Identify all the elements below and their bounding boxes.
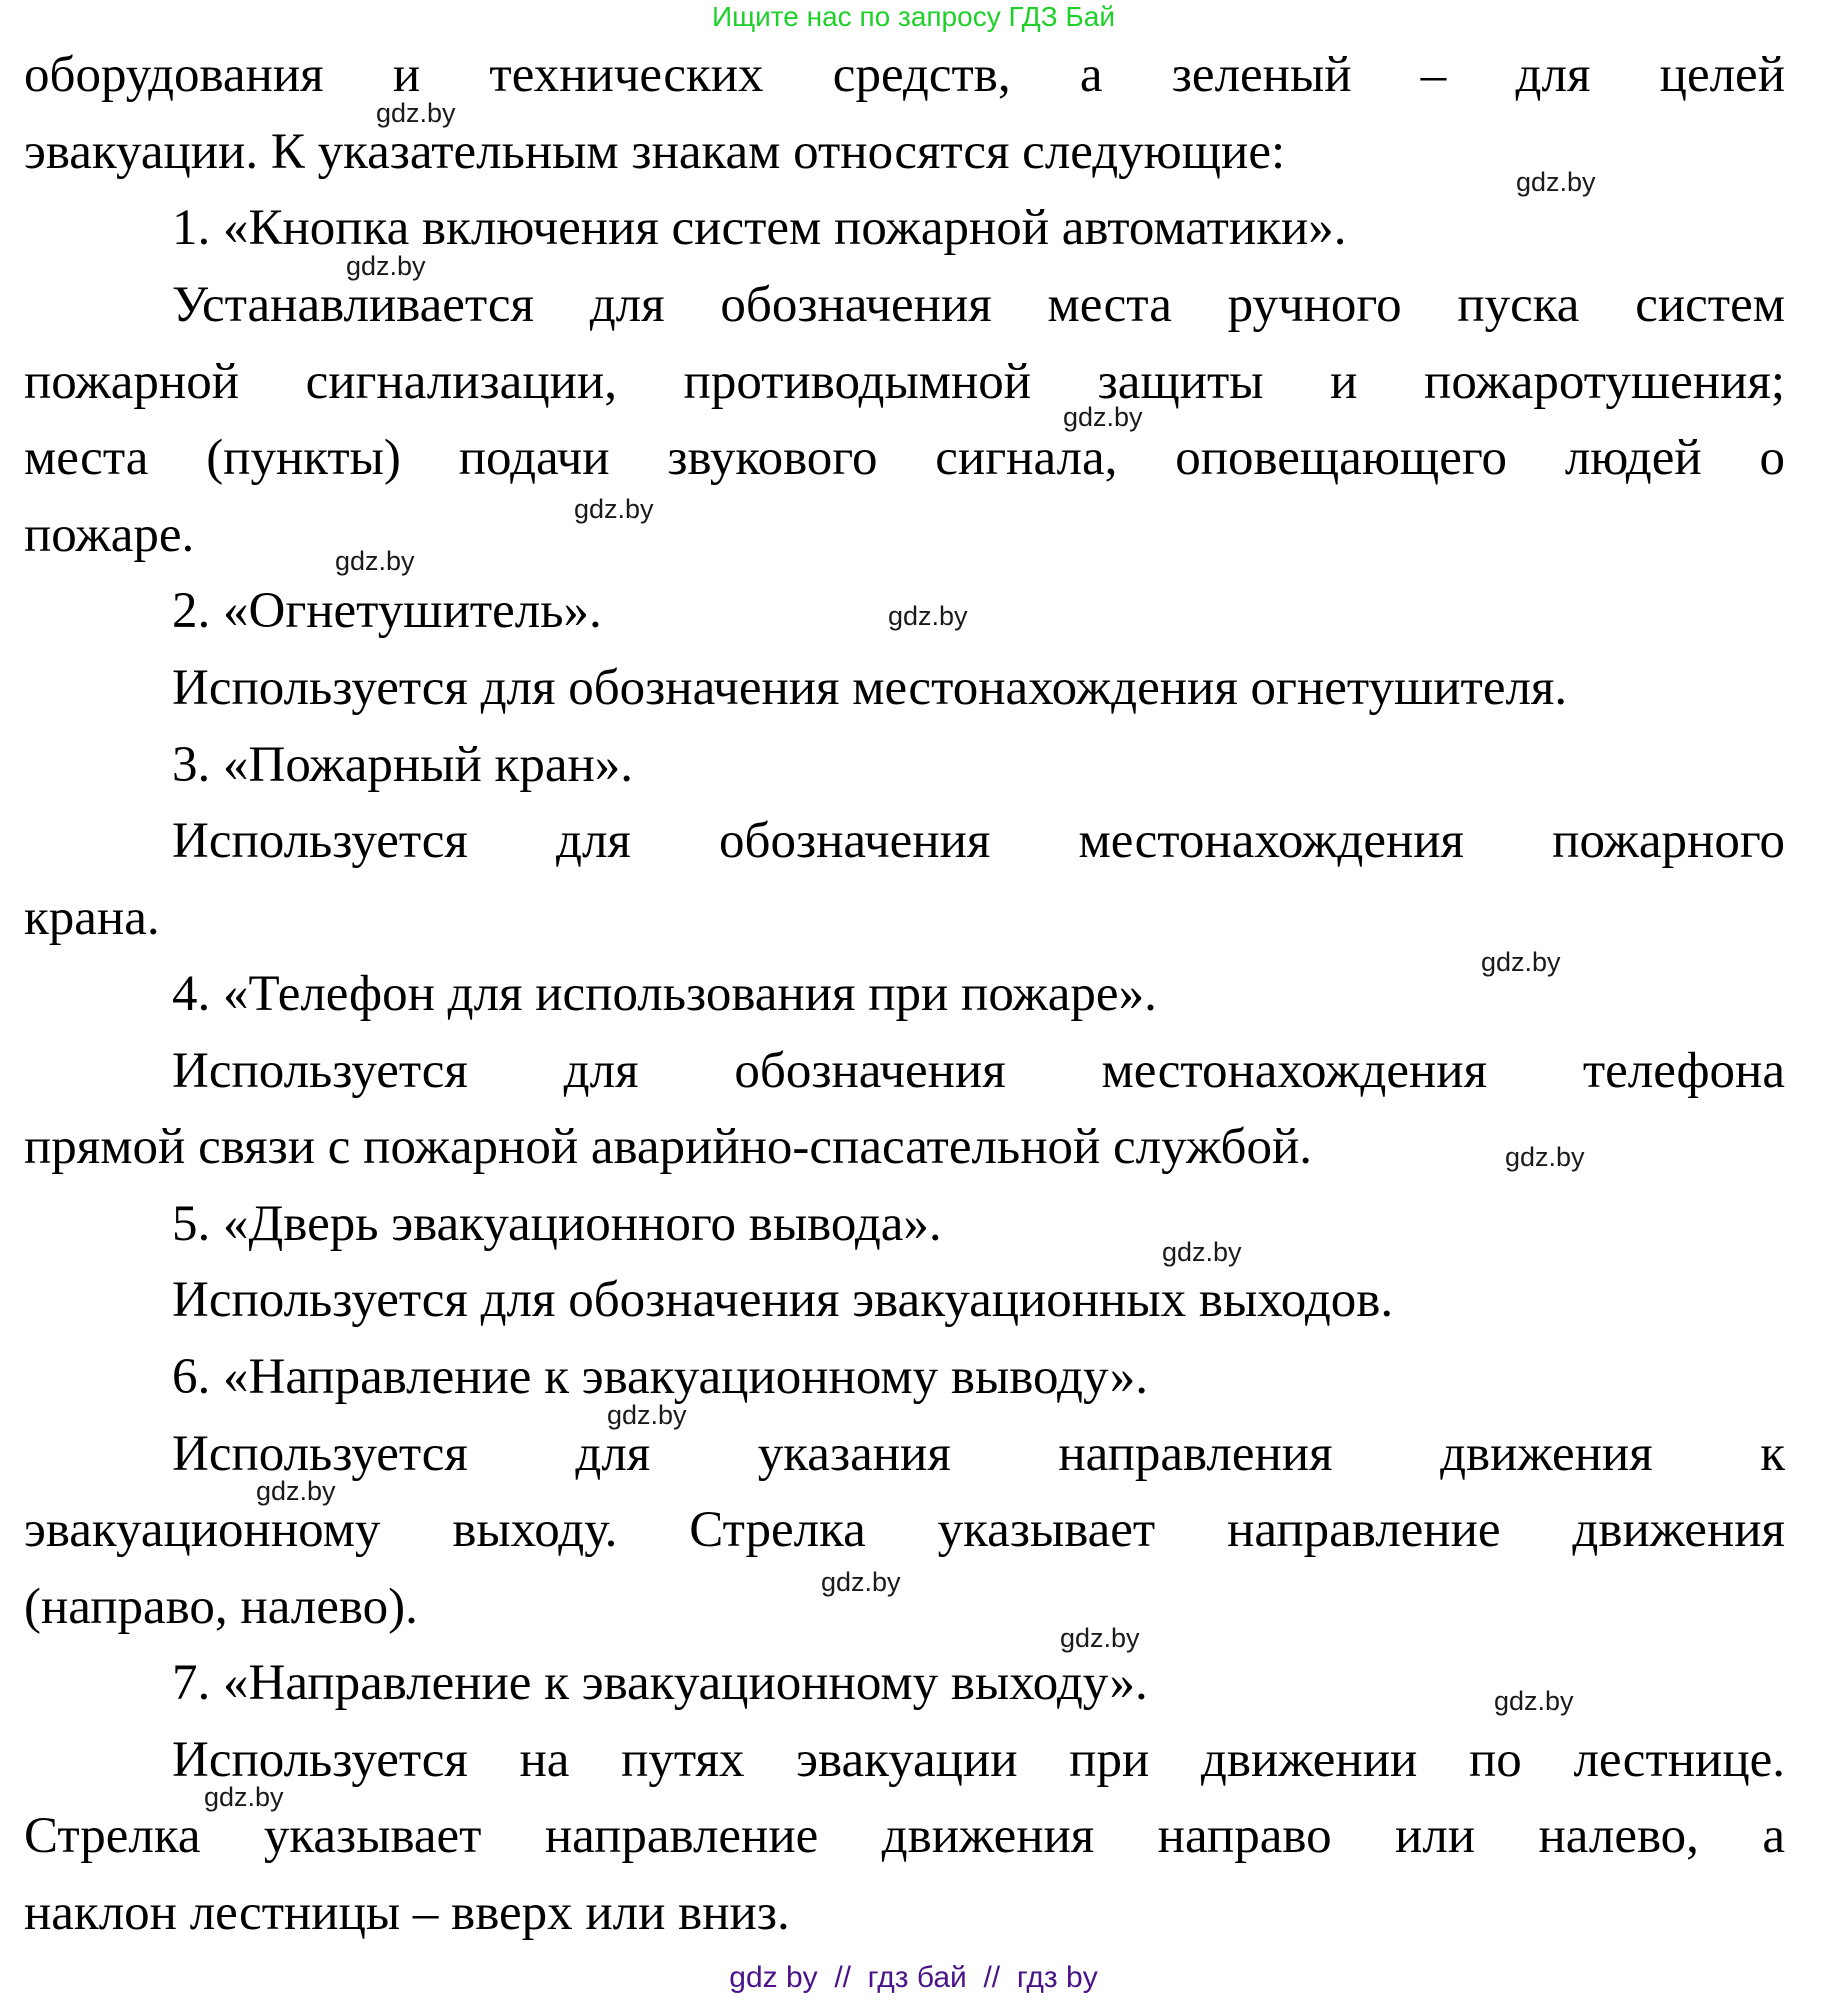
list-item-title: 3. «Пожарный кран». xyxy=(172,737,633,793)
site-footer-links: gdz by // гдз бай // гдз by xyxy=(729,1961,1098,1994)
watermark: gdz.by xyxy=(1060,1623,1140,1653)
text-line: наклон лестницы – вверх или вниз. xyxy=(24,1885,790,1941)
watermark: gdz.by xyxy=(204,1782,284,1812)
list-item-title: 5. «Дверь эвакуационного вывода». xyxy=(172,1196,942,1252)
text-line: Используется для обозначения местонахождения огнетушителя. xyxy=(172,660,1568,716)
text-line: эвакуации. К указательным знакам относятся следующие: xyxy=(24,124,1286,180)
text-line: пожаре. xyxy=(24,507,195,563)
watermark: gdz.by xyxy=(376,98,456,128)
text-line: оборудования и технических средств, а зеленый – для целей xyxy=(24,47,1785,103)
watermark: gdz.by xyxy=(574,494,654,524)
watermark: gdz.by xyxy=(1481,947,1561,977)
text-line: Устанавливается для обозначения места ручного пуска систем xyxy=(172,277,1785,333)
watermark: gdz.by xyxy=(1494,1686,1574,1716)
watermark: gdz.by xyxy=(346,251,426,281)
list-item-title: 1. «Кнопка включения систем пожарной автоматики». xyxy=(172,200,1347,256)
text-line: Используется для обозначения эвакуационных выходов. xyxy=(172,1272,1394,1328)
text-line: Используется для указания направления движения к xyxy=(172,1426,1785,1482)
text-line: места (пункты) подачи звукового сигнала, оповещающего людей о xyxy=(24,430,1785,486)
text-line: Используется для обозначения местонахождения телефона xyxy=(172,1043,1785,1099)
search-hint-banner: Ищите нас по запросу ГДЗ Бай xyxy=(711,1,1116,32)
list-item-title: 4. «Телефон для использования при пожаре». xyxy=(172,966,1157,1022)
watermark: gdz.by xyxy=(256,1476,336,1506)
list-item-title: 7. «Направление к эвакуационному выходу». xyxy=(172,1655,1148,1711)
watermark: gdz.by xyxy=(1505,1142,1585,1172)
text-line: пожарной сигнализации, противодымной защиты и пожаротушения; xyxy=(24,354,1785,410)
watermark: gdz.by xyxy=(335,546,415,576)
watermark: gdz.by xyxy=(888,601,968,631)
list-item-title: 6. «Направление к эвакуационному выводу». xyxy=(172,1349,1148,1405)
text-line: крана. xyxy=(24,890,160,946)
watermark: gdz.by xyxy=(1516,167,1596,197)
text-line: (направо, налево). xyxy=(24,1579,418,1635)
text-line: эвакуационному выходу. Стрелка указывает направление движения xyxy=(24,1502,1785,1558)
list-item-title: 2. «Огнетушитель». xyxy=(172,583,602,639)
watermark: gdz.by xyxy=(607,1400,687,1430)
text-line: Используется на путях эвакуации при движении по лестнице. xyxy=(172,1732,1785,1788)
watermark: gdz.by xyxy=(821,1567,901,1597)
watermark: gdz.by xyxy=(1063,402,1143,432)
text-line: Стрелка указывает направление движения направо или налево, а xyxy=(24,1808,1785,1864)
text-line: Используется для обозначения местонахождения пожарного xyxy=(172,813,1785,869)
text-line: прямой связи с пожарной аварийно-спасательной службой. xyxy=(24,1119,1312,1175)
watermark: gdz.by xyxy=(1162,1237,1242,1267)
